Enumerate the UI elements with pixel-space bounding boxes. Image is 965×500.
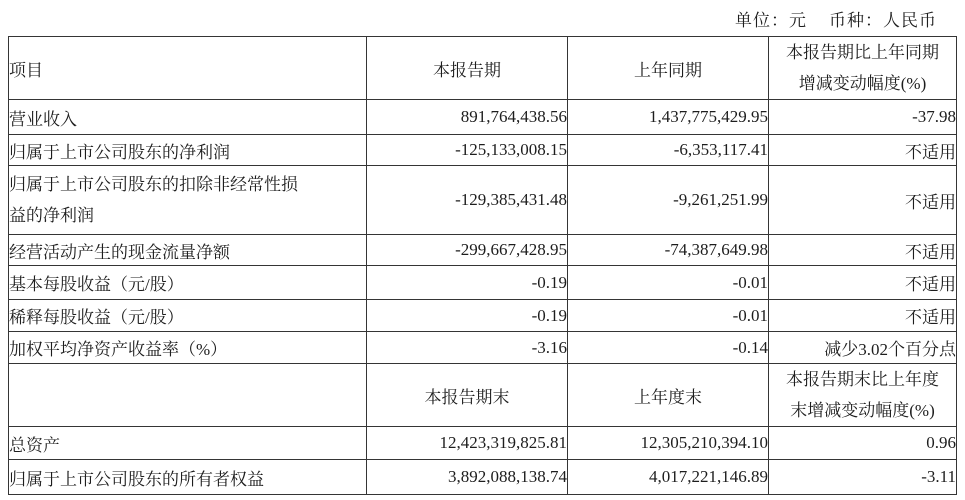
row-prior-value: -0.01 <box>568 300 769 332</box>
header-item: 项目 <box>9 37 367 100</box>
table-row <box>9 332 957 364</box>
row-change-value: -3.11 <box>769 460 957 495</box>
row-change-value: -37.98 <box>769 100 957 135</box>
header-current-period: 本报告期 <box>367 37 568 100</box>
row-current-value: -0.19 <box>367 266 568 300</box>
row-current-value: 3,892,088,138.74 <box>367 460 568 495</box>
table-row <box>9 460 957 495</box>
row-current-value: -0.19 <box>367 300 568 332</box>
financial-summary-table <box>8 36 957 495</box>
row-change-value: 0.96 <box>769 427 957 460</box>
row-item-label: 加权平均净资产收益率（%） <box>9 332 367 364</box>
row-current-value: -125,133,008.15 <box>367 135 568 166</box>
header-change-end-line1: 本报告期末比上年度 <box>786 370 939 389</box>
row-item-label: 归属于上市公司股东的净利润 <box>9 135 367 166</box>
row-current-value: 12,423,319,825.81 <box>367 427 568 460</box>
row-item-label: 经营活动产生的现金流量净额 <box>9 235 367 266</box>
row-item-label: 归属于上市公司股东的所有者权益 <box>9 460 367 495</box>
table-row <box>9 235 957 266</box>
header-change-percent <box>769 37 957 100</box>
row-change-value: 不适用 <box>769 300 957 332</box>
table-header-row-period-end <box>9 364 957 427</box>
row-prior-value: 12,305,210,394.10 <box>568 427 769 460</box>
row-item-line1: 归属于上市公司股东的扣除非经常性损 <box>9 175 298 194</box>
row-change-value: 减少3.02个百分点 <box>769 332 957 364</box>
row-prior-value: 1,437,775,429.95 <box>568 100 769 135</box>
table-row <box>9 166 957 235</box>
header-change-end-line2: 末增减变动幅度(%) <box>790 401 935 420</box>
unit-label: 单位：元 <box>735 11 807 30</box>
header-change-line1: 本报告期比上年同期 <box>786 43 939 62</box>
row-current-value: -299,667,428.95 <box>367 235 568 266</box>
currency-label: 币种：人民币 <box>829 11 937 30</box>
row-prior-value: -74,387,649.98 <box>568 235 769 266</box>
table-row <box>9 266 957 300</box>
row-change-value: 不适用 <box>769 266 957 300</box>
row-prior-value: -6,353,117.41 <box>568 135 769 166</box>
header-prior-year-end: 上年度末 <box>568 364 769 427</box>
row-prior-value: -9,261,251.99 <box>568 166 769 235</box>
header-prior-period: 上年同期 <box>568 37 769 100</box>
table-row <box>9 427 957 460</box>
row-current-value: -129,385,431.48 <box>367 166 568 235</box>
row-current-value: 891,764,438.56 <box>367 100 568 135</box>
header-change-line2: 增减变动幅度(%) <box>798 74 927 93</box>
row-current-value: -3.16 <box>367 332 568 364</box>
row-change-value: 不适用 <box>769 166 957 235</box>
row-item-label <box>9 166 367 235</box>
row-prior-value: 4,017,221,146.89 <box>568 460 769 495</box>
row-prior-value: -0.01 <box>568 266 769 300</box>
header-item-empty <box>9 364 367 427</box>
row-item-label: 营业收入 <box>9 100 367 135</box>
unit-currency-line <box>735 6 937 31</box>
row-item-label: 基本每股收益（元/股） <box>9 266 367 300</box>
table-row <box>9 135 957 166</box>
row-item-line2: 益的净利润 <box>9 206 94 225</box>
row-item-label: 稀释每股收益（元/股） <box>9 300 367 332</box>
row-prior-value: -0.14 <box>568 332 769 364</box>
header-change-percent-end <box>769 364 957 427</box>
table-row <box>9 100 957 135</box>
row-change-value: 不适用 <box>769 135 957 166</box>
table-header-row-period <box>9 37 957 100</box>
header-current-period-end: 本报告期末 <box>367 364 568 427</box>
row-item-label: 总资产 <box>9 427 367 460</box>
table-row <box>9 300 957 332</box>
row-change-value: 不适用 <box>769 235 957 266</box>
